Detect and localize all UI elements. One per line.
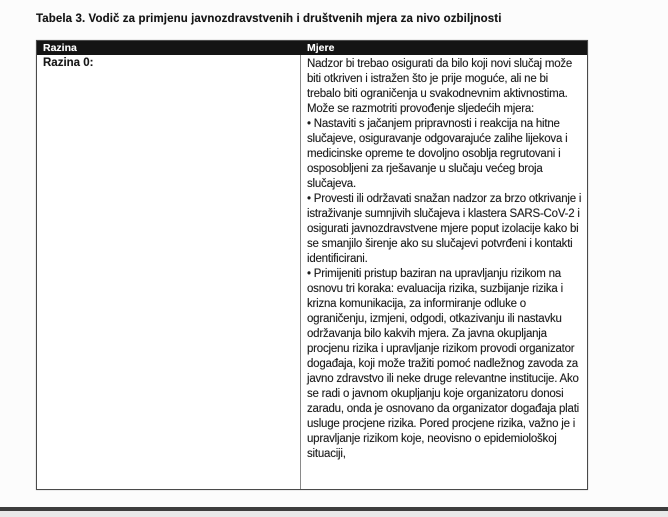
- column-header-razina: Razina: [43, 42, 77, 54]
- mjere-bullet-paragraph: • Provesti ili održavati snažan nadzor za brzo otkrivanje i istraživanje sumnjivih slučajeva i klastera SARS-CoV-2 i osigurati javnozdravstvene mjere poput izolacije kako bi se smanjilo širenje ako su slučajevi potvrđeni i kontakti identificirani.: [307, 193, 582, 265]
- measures-table: [36, 40, 588, 490]
- mjere-bullet-paragraph: • Nastaviti s jačanjem pripravnosti i reakcija na hitne slučajeve, osiguravanje odgovarajuće zalihe lijekova i medicinske opreme te dovoljno osoblja regrutovani i osposobljeni za rješavanje u slučaju većeg broja slučajeva.: [307, 118, 568, 190]
- table-header-row: [37, 41, 587, 55]
- column-header-mjere: Mjere: [307, 42, 335, 54]
- cell-mjere-text: [301, 55, 587, 489]
- mjere-intro-paragraph: Nadzor bi trebao osigurati da bilo koji novi slučaj može biti otkriven i istražen što je prije moguće, ali ne bi trebalo biti ograničenja u svakodnevnim aktivnostima. Može se razmotriti provođenje sljedećih mjera:: [307, 58, 573, 115]
- table-caption: Tabela 3. Vodič za primjenu javnozdravstvenih i društvenih mjera za nivo ozbiljnosti: [36, 13, 502, 25]
- table-row: [37, 55, 587, 489]
- page-edge-shadow: [0, 511, 668, 517]
- cell-razina-level: Razina 0:: [37, 55, 301, 489]
- mjere-bullet-paragraph: • Primijeniti pristup baziran na upravljanju rizikom na osnovu tri koraka: evaluacija rizika, suzbijanje rizika i krizna komunikacija, za informiranje odluke o ograničenju, izmjeni, odgodi, otkazivanju ili nastavku održavanja bilo kakvih mjera. Za javna okupljanja procjenu rizika i upravljanje rizikom provodi organizator događaja, koji može tražiti pomoć nadležnog zavoda za javno zdravstvo ili neke druge relevantne institucije. Ako se radi o javnom okupljanju koje organizatoru donosi zaradu, onda je osnovano da organizator događaja plati usluge procjene rizika. Pored procjene rizika, važno je i upravljanje rizikom koje, neovisno o epidemiološkoj situaciji,: [307, 268, 579, 460]
